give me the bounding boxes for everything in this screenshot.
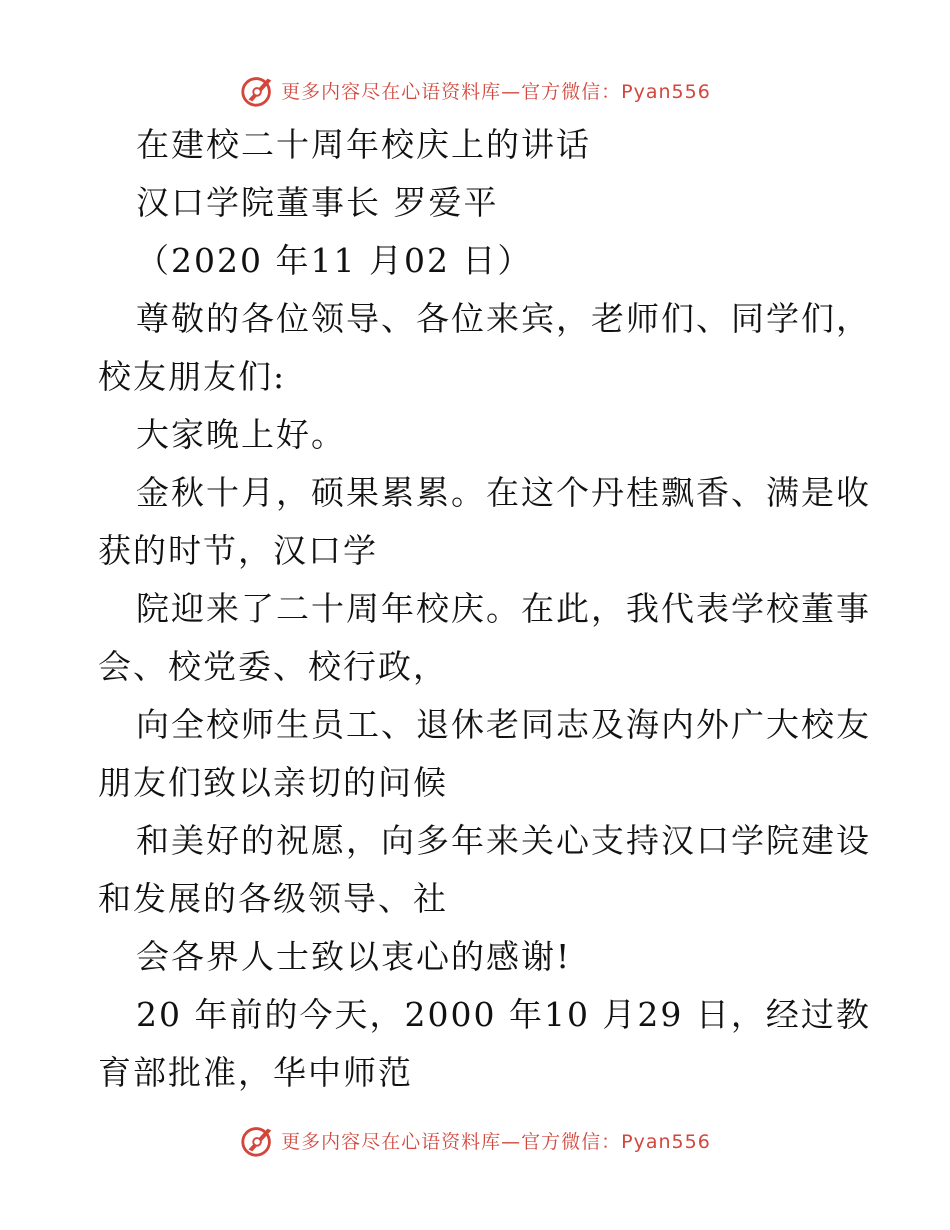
document-body	[98, 116, 871, 1102]
header-watermark-text: 更多内容尽在心语资料库—官方微信：Pyan556	[281, 80, 711, 103]
text-line: 育部批准，华中师范	[98, 1053, 413, 1092]
footer-watermark-text: 更多内容尽在心语资料库—官方微信：Pyan556	[281, 1130, 711, 1153]
text-line: （2020 年11 月02 日）	[136, 241, 533, 280]
text-line: 和美好的祝愿，向多年来关心支持汉口学院建设	[136, 821, 871, 860]
text-line: 会各界人士致以衷心的感谢!	[136, 937, 572, 976]
brush-logo-icon	[239, 1121, 277, 1159]
text-line: 汉口学院董事长 罗爱平	[136, 183, 499, 222]
header-watermark	[0, 68, 950, 112]
footer-watermark	[0, 1118, 950, 1162]
text-line: 金秋十月，硕果累累。在这个丹桂飘香、满是收	[136, 473, 871, 512]
text-line: 获的时节，汉口学	[98, 531, 378, 570]
text-line: 尊敬的各位领导、各位来宾，老师们、同学们，	[136, 299, 871, 338]
brush-logo-icon	[239, 71, 277, 109]
text-line: 大家晚上好。	[136, 415, 346, 454]
text-line: 校友朋友们:	[98, 357, 287, 396]
text-line: 院迎来了二十周年校庆。在此，我代表学校董事	[136, 589, 871, 628]
text-line: 20 年前的今天，2000 年10 月29 日，经过教	[136, 995, 871, 1034]
text-line: 和发展的各级领导、社	[98, 879, 448, 918]
text-line: 会、校党委、校行政，	[98, 647, 448, 686]
text-line: 在建校二十周年校庆上的讲话	[136, 125, 591, 164]
text-line: 向全校师生员工、退休老同志及海内外广大校友	[136, 705, 871, 744]
text-line: 朋友们致以亲切的问候	[98, 763, 448, 802]
